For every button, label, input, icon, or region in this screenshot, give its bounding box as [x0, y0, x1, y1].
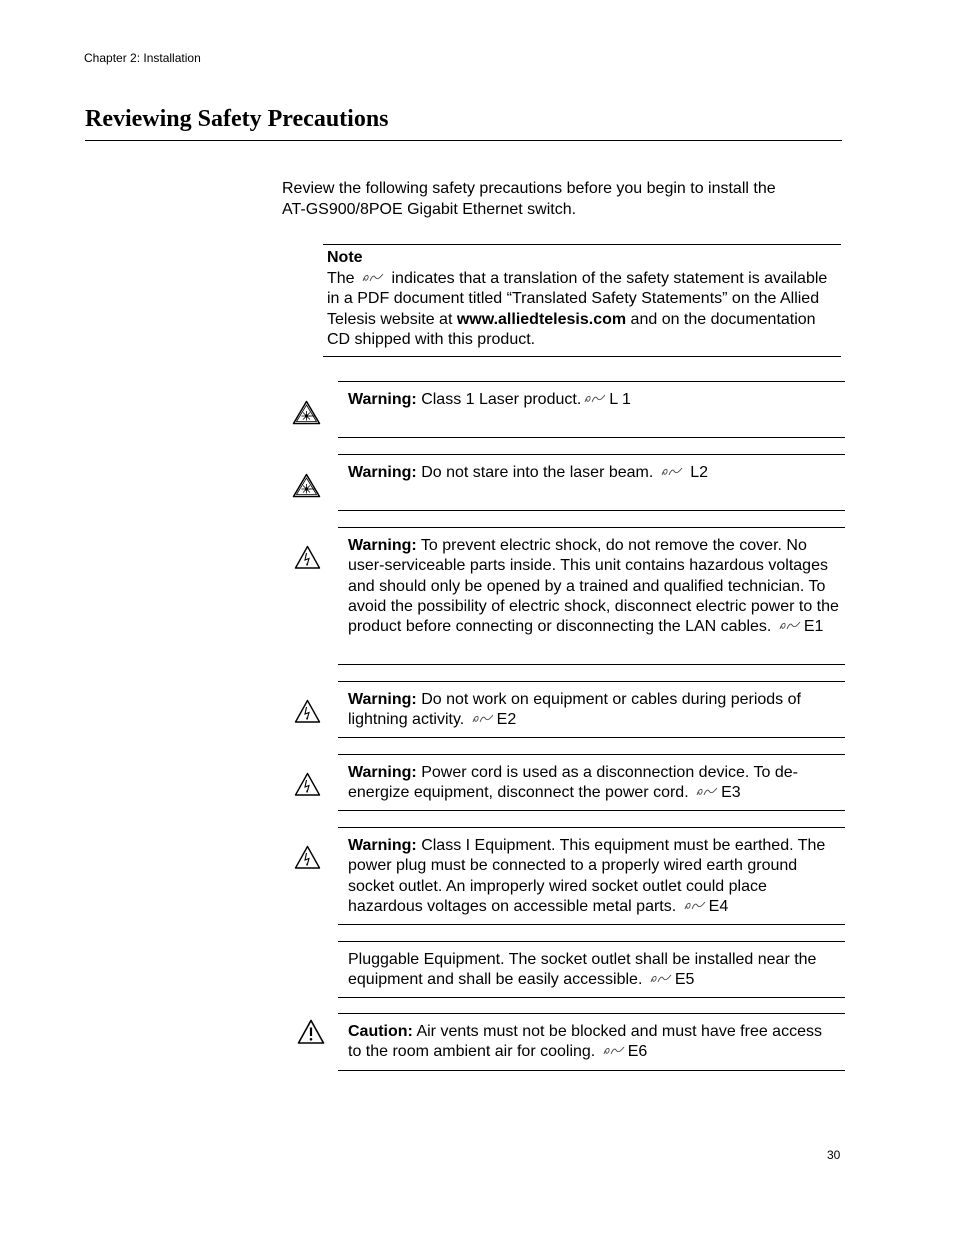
warning-code: L 1: [609, 391, 631, 408]
laser-hazard-icon: [292, 400, 321, 425]
warning-label: Warning:: [348, 691, 417, 708]
warning-text: Power cord is used as a disconnection device. To de-energize equipment, disconnect the power cord.: [348, 764, 798, 802]
electrical-hazard-icon: [294, 545, 321, 570]
warning-code: E3: [721, 784, 741, 802]
intro-paragraph: [282, 179, 842, 220]
translation-symbol-icon: [471, 713, 495, 724]
translation-symbol-icon: [602, 1045, 626, 1056]
warning-text: Do not work on equipment or cables during periods of lightning activity.: [348, 691, 801, 729]
electrical-hazard-icon: [294, 699, 321, 724]
note-website-link[interactable]: www.alliedtelesis.com: [456, 310, 627, 328]
warning-box-7: [338, 941, 845, 998]
warning-box-6: [338, 827, 845, 925]
warning-text: Class I Equipment. This equipment must be earthed. The power plug must be connected to a properly wired earth ground socket outlet. An improperly wired socket outlet could place hazardous voltages on accessible metal parts.: [348, 837, 826, 915]
warning-text: Class 1 Laser product.: [421, 391, 582, 408]
warning-label: Warning:: [348, 391, 417, 408]
warning-code: L2: [690, 464, 709, 481]
warning-label: Warning:: [348, 837, 417, 854]
electrical-hazard-icon: [294, 772, 321, 797]
warning-box-1: [338, 381, 845, 438]
running-header: Chapter 2: Installation: [84, 51, 201, 65]
warning-code: E1: [803, 618, 824, 636]
translation-symbol-icon: [583, 393, 607, 404]
warning-label: Warning:: [348, 464, 417, 481]
note-title: Note: [327, 249, 363, 266]
translation-symbol-icon: [361, 272, 385, 283]
caution-box: [338, 1013, 845, 1071]
caution-label: Caution:: [348, 1023, 413, 1040]
translation-symbol-icon: [660, 466, 684, 477]
warning-box-5: [338, 754, 845, 811]
intro-line-2: AT-GS900/8POE Gigabit Ethernet switch.: [282, 200, 577, 218]
note-text-post: and on the documentation CD shipped with this product.: [327, 310, 816, 348]
translation-symbol-icon: [683, 900, 707, 911]
note-box: [323, 244, 841, 357]
warning-text: Pluggable Equipment. The socket outlet shall be installed near the equipment and shall be easily accessible.: [348, 951, 817, 989]
title-rule: [85, 140, 842, 141]
warning-box-4: [338, 681, 845, 738]
page-number: 30: [827, 1148, 841, 1162]
section-title: Reviewing Safety Precautions: [85, 106, 389, 132]
warning-label: Warning:: [348, 537, 417, 554]
warning-box-3: [338, 527, 845, 665]
warning-text: Do not stare into the laser beam.: [421, 464, 654, 481]
warning-text: To prevent electric shock, do not remove the cover. No user-serviceable parts inside. This unit contains hazardous voltages and should only be opened by a trained and qualified technician. To avoid the possibility of electric shock, disconnect electric power to the product before connecting or disconnecting the LAN cables.: [348, 537, 839, 636]
warning-label: Warning:: [348, 764, 417, 781]
translation-symbol-icon: [778, 620, 802, 631]
translation-symbol-icon: [649, 973, 673, 984]
warning-code: E4: [708, 897, 729, 915]
laser-hazard-icon: [292, 473, 321, 498]
electrical-hazard-icon: [294, 845, 321, 870]
caution-text: Air vents must not be blocked and must have free access to the room ambient air for cooling.: [348, 1023, 822, 1061]
warning-code: E2: [496, 711, 517, 729]
caution-icon: [297, 1019, 325, 1045]
translation-symbol-icon: [695, 786, 719, 797]
warning-code: E5: [674, 971, 695, 989]
note-text-pre: The: [327, 269, 355, 287]
caution-code: E6: [627, 1043, 648, 1061]
intro-line-1: Review the following safety precautions before you begin to install the: [282, 180, 776, 197]
warning-box-2: [338, 454, 845, 511]
note-text-mid: indicates that a translation of the safety statement is available in a PDF document titled “Translated Safety Statements” on the Allied Telesis website at: [327, 269, 828, 328]
